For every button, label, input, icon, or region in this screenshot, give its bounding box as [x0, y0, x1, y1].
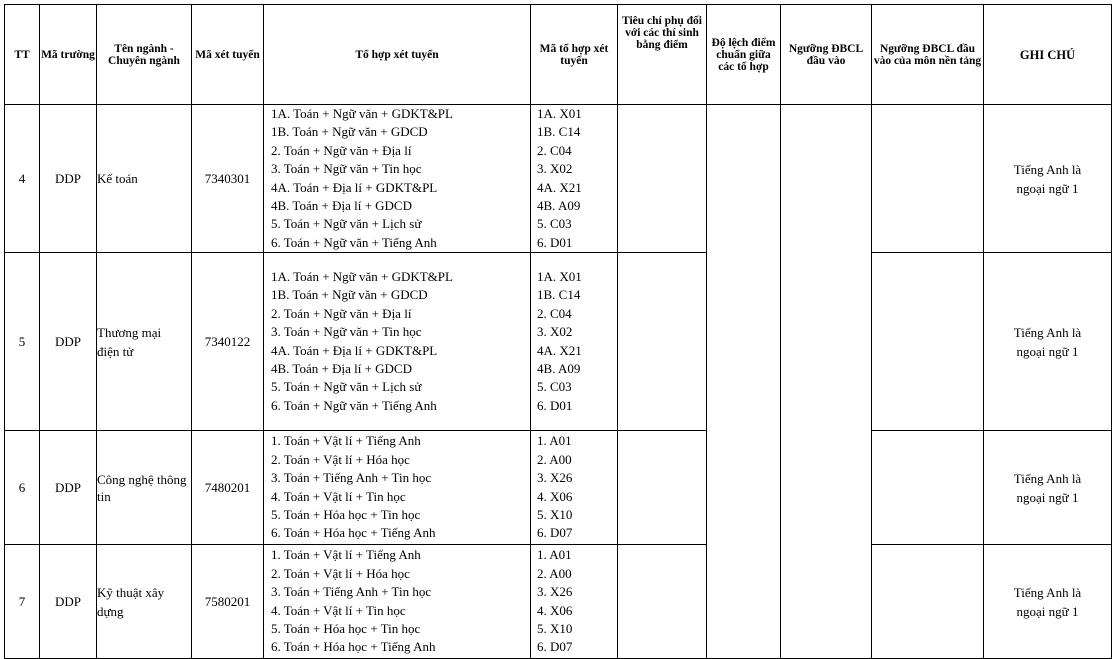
row-combos: [264, 253, 531, 431]
combo-item: 5. Toán + Hóa học + Tin học: [271, 621, 421, 637]
combo-item: 6. Toán + Hóa học + Tiếng Anh: [271, 639, 436, 655]
header-ma-to-hop: Mã tổ hợp xét tuyển: [531, 5, 618, 105]
header-to-hop: Tổ hợp xét tuyển: [264, 5, 531, 105]
header-tieu-chi: Tiêu chí phụ đối với các thí sinh bằng điểm: [618, 5, 707, 105]
row-codes: [531, 253, 618, 431]
row-tieu-chi: [618, 105, 707, 253]
combo-item: 2. Toán + Ngữ văn + Địa lí: [271, 305, 412, 321]
code-item: 5. C03: [537, 379, 572, 395]
combo-item: 6. Toán + Hóa học + Tiếng Anh: [271, 525, 436, 541]
code-item: 6. D01: [537, 397, 573, 413]
code-item: 2. C04: [537, 142, 572, 158]
header-tt: TT: [5, 5, 40, 105]
row-ma-xet-tuyen: 7580201: [192, 545, 264, 659]
code-item: 4. X06: [537, 488, 573, 504]
code-item: 4A. X21: [537, 342, 582, 358]
code-item: 2. A00: [537, 451, 572, 467]
row-ma-xet-tuyen: 7340122: [192, 253, 264, 431]
code-item: 1. A01: [537, 433, 572, 449]
code-item: 6. D07: [537, 639, 573, 655]
header-nguong-dbcl: Ngưỡng ĐBCL đầu vào: [781, 5, 872, 105]
combo-item: 5. Toán + Ngữ văn + Lịch sử: [271, 379, 422, 395]
row-ten-nganh: Thương mại điện tử: [97, 253, 192, 431]
note-line: ngoại ngữ 1: [1016, 180, 1079, 196]
row-tt: 6: [5, 431, 40, 545]
note-line: ngoại ngữ 1: [1016, 489, 1079, 505]
row-codes: [531, 105, 618, 253]
row-tieu-chi: [618, 545, 707, 659]
code-item: 3. X26: [537, 584, 573, 600]
row-nguong-mon: [872, 545, 984, 659]
combo-item: 4B. Toán + Địa lí + GDCD: [271, 197, 412, 213]
code-item: 4. X06: [537, 602, 573, 618]
header-row: [5, 5, 1112, 105]
row-ghi-chu: [984, 545, 1112, 659]
combo-item: 4. Toán + Vật lí + Tin học: [271, 488, 406, 504]
row-codes: [531, 431, 618, 545]
combo-item: 1B. Toán + Ngữ văn + GDCD: [271, 287, 428, 303]
row-ma-truong: DDP: [40, 545, 97, 659]
note-line: ngoại ngữ 1: [1016, 343, 1079, 359]
code-item: 1. A01: [537, 547, 572, 563]
header-nguong-mon: Ngưỡng ĐBCL đầu vào của môn nền tảng: [872, 5, 984, 105]
row-tieu-chi: [618, 431, 707, 545]
row-nguong-mon: [872, 431, 984, 545]
nguong-dbcl-merged: [781, 105, 872, 659]
code-item: 5. X10: [537, 507, 573, 523]
combo-item: 1A. Toán + Ngữ văn + GDKT&PL: [271, 106, 453, 121]
combo-item: 4A. Toán + Địa lí + GDKT&PL: [271, 342, 438, 358]
combo-item: 6. Toán + Ngữ văn + Tiếng Anh: [271, 397, 437, 413]
combo-item: 3. Toán + Tiếng Anh + Tin học: [271, 584, 432, 600]
code-item: 6. D07: [537, 525, 573, 541]
admissions-table: [4, 4, 1112, 659]
combo-item: 1. Toán + Vật lí + Tiếng Anh: [271, 547, 421, 563]
row-ma-truong: DDP: [40, 431, 97, 545]
combo-item: 4A. Toán + Địa lí + GDKT&PL: [271, 179, 438, 195]
row-combos: [264, 105, 531, 253]
combo-item: 5. Toán + Ngữ văn + Lịch sử: [271, 216, 422, 232]
row-nguong-mon: [872, 253, 984, 431]
code-item: 4A. X21: [537, 179, 582, 195]
combo-item: 1B. Toán + Ngữ văn + GDCD: [271, 124, 428, 140]
combo-item: 4B. Toán + Địa lí + GDCD: [271, 361, 412, 377]
row-tt: 7: [5, 545, 40, 659]
combo-item: 6. Toán + Ngữ văn + Tiếng Anh: [271, 234, 437, 250]
combo-item: 1A. Toán + Ngữ văn + GDKT&PL: [271, 269, 453, 285]
code-item: 4B. A09: [537, 361, 581, 377]
combo-item: 2. Toán + Vật lí + Hóa học: [271, 565, 410, 581]
row-ma-truong: DDP: [40, 253, 97, 431]
row-combos: [264, 431, 531, 545]
code-item: 2. C04: [537, 305, 572, 321]
row-ma-truong: DDP: [40, 105, 97, 253]
row-ten-nganh: Công nghệ thông tin: [97, 431, 192, 545]
row-ghi-chu: [984, 253, 1112, 431]
header-ma-truong: Mã trường: [40, 5, 97, 105]
note-line: Tiếng Anh là: [1013, 470, 1082, 486]
row-ten-nganh: Kỹ thuật xây dựng: [97, 545, 192, 659]
do-lech-merged: [707, 105, 781, 659]
row-nguong-mon: [872, 105, 984, 253]
combo-item: 2. Toán + Ngữ văn + Địa lí: [271, 142, 412, 158]
note-line: Tiếng Anh là: [1013, 584, 1082, 600]
header-ten-nganh: Tên ngành - Chuyên ngành: [97, 5, 192, 105]
code-item: 5. C03: [537, 216, 572, 232]
table-row: [5, 253, 1112, 431]
code-item: 5. X10: [537, 621, 573, 637]
combo-item: 4. Toán + Vật lí + Tin học: [271, 602, 406, 618]
note-line: Tiếng Anh là: [1013, 161, 1082, 177]
header-ghi-chu: GHI CHÚ: [984, 5, 1112, 105]
code-item: 1B. C14: [537, 287, 581, 303]
combo-item: 1. Toán + Vật lí + Tiếng Anh: [271, 433, 421, 449]
combo-item: 3. Toán + Ngữ văn + Tin học: [271, 324, 422, 340]
row-combos: [264, 545, 531, 659]
combo-item: 3. Toán + Tiếng Anh + Tin học: [271, 470, 432, 486]
row-tieu-chi: [618, 253, 707, 431]
code-item: 3. X02: [537, 324, 573, 340]
note-line: Tiếng Anh là: [1013, 324, 1082, 340]
table-row: [5, 545, 1112, 659]
table-row: [5, 105, 1112, 253]
row-tt: 4: [5, 105, 40, 253]
row-ghi-chu: [984, 105, 1112, 253]
code-item: 6. D01: [537, 234, 573, 250]
combo-item: 5. Toán + Hóa học + Tin học: [271, 507, 421, 523]
code-item: 1B. C14: [537, 124, 581, 140]
row-codes: [531, 545, 618, 659]
row-ten-nganh: Kế toán: [97, 105, 192, 253]
header-do-lech: Độ lệch điểm chuẩn giữa các tổ hợp: [707, 5, 781, 105]
code-item: 2. A00: [537, 565, 572, 581]
code-item: 1A. X01: [537, 269, 582, 285]
combo-item: 3. Toán + Ngữ văn + Tin học: [271, 161, 422, 177]
code-item: 3. X02: [537, 161, 573, 177]
row-ma-xet-tuyen: 7340301: [192, 105, 264, 253]
row-ma-xet-tuyen: 7480201: [192, 431, 264, 545]
table-row: [5, 431, 1112, 545]
note-line: ngoại ngữ 1: [1016, 603, 1079, 619]
code-item: 3. X26: [537, 470, 573, 486]
code-item: 1A. X01: [537, 106, 582, 121]
row-ghi-chu: [984, 431, 1112, 545]
header-ma-xet-tuyen: Mã xét tuyển: [192, 5, 264, 105]
combo-item: 2. Toán + Vật lí + Hóa học: [271, 451, 410, 467]
row-tt: 5: [5, 253, 40, 431]
code-item: 4B. A09: [537, 197, 581, 213]
